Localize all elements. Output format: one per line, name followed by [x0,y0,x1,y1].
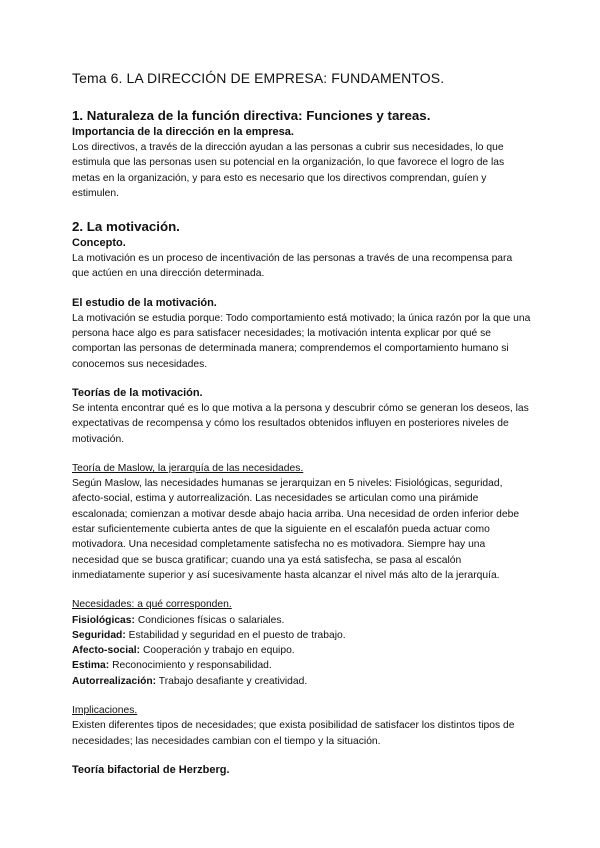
list-item [72,628,532,643]
need-desc: Condiciones físicas o salariales. [134,614,285,626]
need-term: Autorrealización: [72,675,157,687]
theories-body: Se intenta encontrar qué es lo que motiva a la persona y descubrir cómo se generan los deseos, las expectativas de recompensa y cómo los resultados obtenidos influyen en posteriores niveles de motivación. [72,402,529,445]
concept-body: La motivación es un proceso de incentivación de las personas a través de una recompensa para que actúen en una dirección determinada. [72,253,513,280]
study-body: La motivación se estudia porque: Todo comportamiento está motivado; la única razón por la que una persona hace algo es para satisfacer necesidades; la motivación intenta explicar por qué se comportan las personas de determinada manera; comprendemos el comportamiento humano si conocemos sus necesidades. [72,312,531,370]
list-item [72,658,532,673]
needs-list [72,613,532,689]
document-title: Tema 6. LA DIRECCIÓN DE EMPRESA: FUNDAMENTOS. [72,70,445,86]
document-page [72,70,532,778]
list-item [72,613,532,628]
list-item [72,643,532,658]
need-desc: Trabajo desafiante y creatividad. [156,675,308,687]
section1-heading: 1. Naturaleza de la función directiva: Funciones y tareas. [72,108,431,123]
list-item [72,674,532,689]
need-desc: Estabilidad y seguridad en el puesto de trabajo. [125,629,346,641]
need-desc: Reconocimiento y responsabilidad. [109,660,272,672]
implications-body: Existen diferentes tipos de necesidades; que exista posibilidad de satisfacer los distintos tipos de necesidades; las necesidades cambian con el tiempo y la situación. [72,720,515,747]
maslow-body: Según Maslow, las necesidades humanas se jerarquizan en 5 niveles: Fisiológicas, seguridad, afecto-social, estima y autorrealización. Las necesidades se articulan como una pirámide escalonada; comienzan a motivar desde abajo hacia arriba. Una necesidad de orden inferior debe estar suficientemente cubierta antes de que la siguiente en el escalafón pueda actuar como motivadora. Una necesidad completamente satisfecha no es motivadora. Siempre hay una necesidad que se busca gratificar; cuando una ya está satisfecha, se pasa al escalón inmediatamente superior y así sucesivamente hasta alcanzar el nivel más alto de la jerarquía. [72,478,520,581]
section1-body: Los directivos, a través de la dirección ayudan a las personas a cubrir sus necesidades, lo que estimula que las personas usen su potencial en la organización, lo que favorece el logro de las metas en la organización, y para esto es necesario que los directivos comprendan, guíen y estimulen. [72,142,505,199]
herzberg-heading: Teoría bifactorial de Herzberg. [72,763,230,776]
study-heading: El estudio de la motivación. [72,296,217,309]
need-term: Seguridad: [72,629,126,641]
concept-heading: Concepto. [72,237,126,250]
implications-heading: Implicaciones. [72,705,138,717]
need-term: Afecto-social: [72,645,141,657]
needs-heading: Necesidades: a qué corresponden. [72,599,232,611]
section1-subheading: Importancia de la dirección en la empresa. [72,126,294,138]
need-term: Estima: [72,660,110,672]
theories-heading: Teorías de la motivación. [72,386,203,399]
maslow-heading: Teoría de Maslow, la jerarquía de las necesidades. [72,462,304,474]
section2-heading: 2. La motivación. [72,219,180,235]
need-term: Fisiológicas: [72,614,135,626]
need-desc: Cooperación y trabajo en equipo. [140,645,295,657]
